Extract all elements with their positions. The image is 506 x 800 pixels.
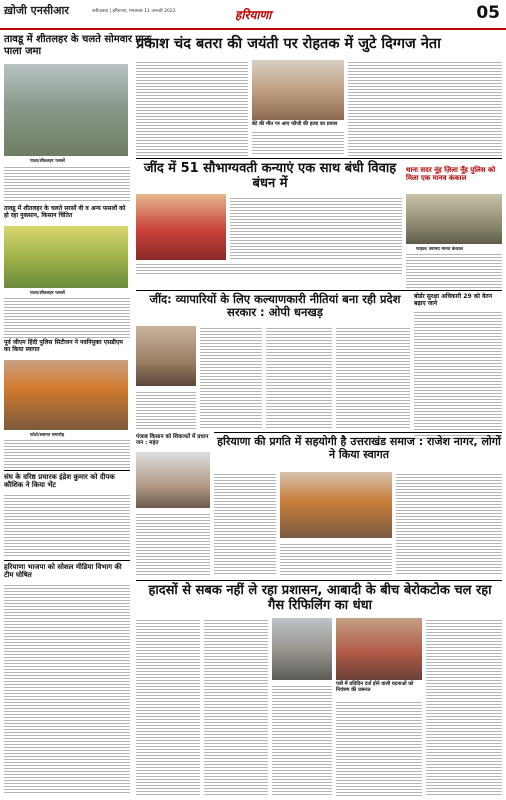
- text-a9: [4, 493, 130, 557]
- photo-cylinders: [336, 618, 422, 680]
- caption-a1: पाला/शीतलहर फसलें: [30, 159, 65, 164]
- caption-a4: पाला/शीतलहर फसलें: [30, 291, 65, 296]
- text-a5: [230, 196, 402, 260]
- text-a13e: [426, 618, 502, 796]
- text-a15: [414, 310, 502, 440]
- text-a8a: [136, 390, 196, 430]
- headline-a10: पंजाब किसान को शिकायतें में प्रधान जन : महंत: [136, 434, 209, 447]
- headline-a3: बेटे की मौत पर आए फौजी की हत्या का प्रयास: [252, 121, 338, 127]
- headline-a13: हादसों से सबक नहीं ले रहा प्रशासन, आबादी के बीच बेरोकटोक चल रहा गैस रिफिलिंग का धंधा: [148, 583, 492, 613]
- text-a8c: [266, 326, 332, 430]
- text-a13a: [136, 618, 200, 796]
- photo-nagar: [280, 472, 392, 538]
- text-a11b: [280, 542, 392, 576]
- text-a13b: [204, 618, 268, 796]
- headline-a5: जींद में 51 सौभाग्यवती कन्याएं एक साथ बंधी विवाह बंधन में: [143, 161, 397, 191]
- headline-a11: हरियाणा की प्रगति में सहयोगी है उत्तराखंड समाज : राजेश नागर, लोगों ने किया स्वागत: [217, 435, 501, 461]
- text-a11: [214, 472, 276, 576]
- headline-a1: तावडू में शीतलहर के चलते सोमवार प्रातः पाला जमा: [4, 34, 152, 57]
- headline-a12: हरियाणा भाजपा को सोशल मीडिया विभाग की टीम घोषित: [4, 563, 122, 580]
- photo-skeleton: [406, 194, 502, 244]
- divider: [214, 432, 502, 433]
- photo-frost: [4, 64, 128, 156]
- text-a3: [252, 130, 344, 156]
- masthead: [0, 0, 506, 30]
- headline-a15: बोर्डर सुरक्षा अधिकारी 29 को वेतन बढ़ाए जाने: [414, 293, 493, 307]
- page-number: 05: [476, 3, 500, 23]
- text-a13c: [272, 684, 332, 796]
- text-a10: [136, 512, 210, 576]
- text-a8d: [336, 326, 410, 430]
- headline-a6: थाना सदर नूंह ज़िला नूँह पुलिस को मिला एक मानव कंकाल: [406, 166, 496, 183]
- headline-a7: पूर्व जीएम हिंदी पुलिस सिटीजन ने नवनियुक्त एसडीएम का किया स्वागत: [4, 339, 123, 353]
- photo-wedding: [136, 194, 226, 260]
- text-a11c: [396, 472, 502, 576]
- headline-a8: जींद: व्यापारियों के लिए कल्याणकारी नीतियां बना रही प्रदेश सरकार : ओपी धनखड़: [149, 292, 401, 320]
- text-a6: [406, 252, 502, 288]
- dateline: फरीदाबाद | हरियाणा, मंगलवार 11 जनवरी 2022: [92, 9, 176, 14]
- headline-a9: संघ के वरिष्ठ प्रचारक इंद्रेश कुमार को दीपक कौशिक ने किया भेंट: [4, 473, 115, 490]
- newspaper-logo: ख़ोजी एनसीआर: [4, 4, 69, 17]
- headline-a14: पत्रों में प्रतिदिन दर्ज होने वाली घटनाओं को नियंत्रण की जरूरत: [336, 681, 414, 693]
- text-a2b: [348, 60, 502, 156]
- photo-leaders: [252, 60, 344, 120]
- text-a12: [4, 583, 130, 795]
- divider: [4, 470, 130, 471]
- caption-a6: फाइल/ बरामद मानव कंकाल: [416, 247, 463, 252]
- headline-a4: तावडू में शीतलहर के चलते सरसों वी व अन्य फसलों को हो रहा नुकसान, किसान चिंतित: [4, 205, 126, 219]
- caption-a7: फोटो/स्वागत समारोह: [30, 433, 65, 438]
- text-a5b: [136, 262, 402, 276]
- text-a8b: [200, 326, 262, 430]
- text-a7: [4, 438, 130, 468]
- divider: [136, 158, 502, 159]
- divider: [136, 290, 502, 291]
- photo-merchant: [136, 326, 196, 386]
- text-a4: [4, 296, 130, 338]
- text-a2: [136, 60, 248, 156]
- divider: [4, 560, 130, 561]
- section-title: हरियाणा: [235, 8, 272, 22]
- text-a1: [4, 165, 130, 203]
- text-a13d: [336, 700, 422, 796]
- headline-a2: प्रकाश चंद बतरा की जयंती पर रोहतक में जुटे दिग्गज नेता: [136, 36, 441, 52]
- divider: [136, 580, 502, 581]
- photo-mustard: [4, 226, 128, 288]
- photo-mahant: [136, 452, 210, 508]
- photo-gas-shop: [272, 618, 332, 680]
- photo-welcome: [4, 360, 128, 430]
